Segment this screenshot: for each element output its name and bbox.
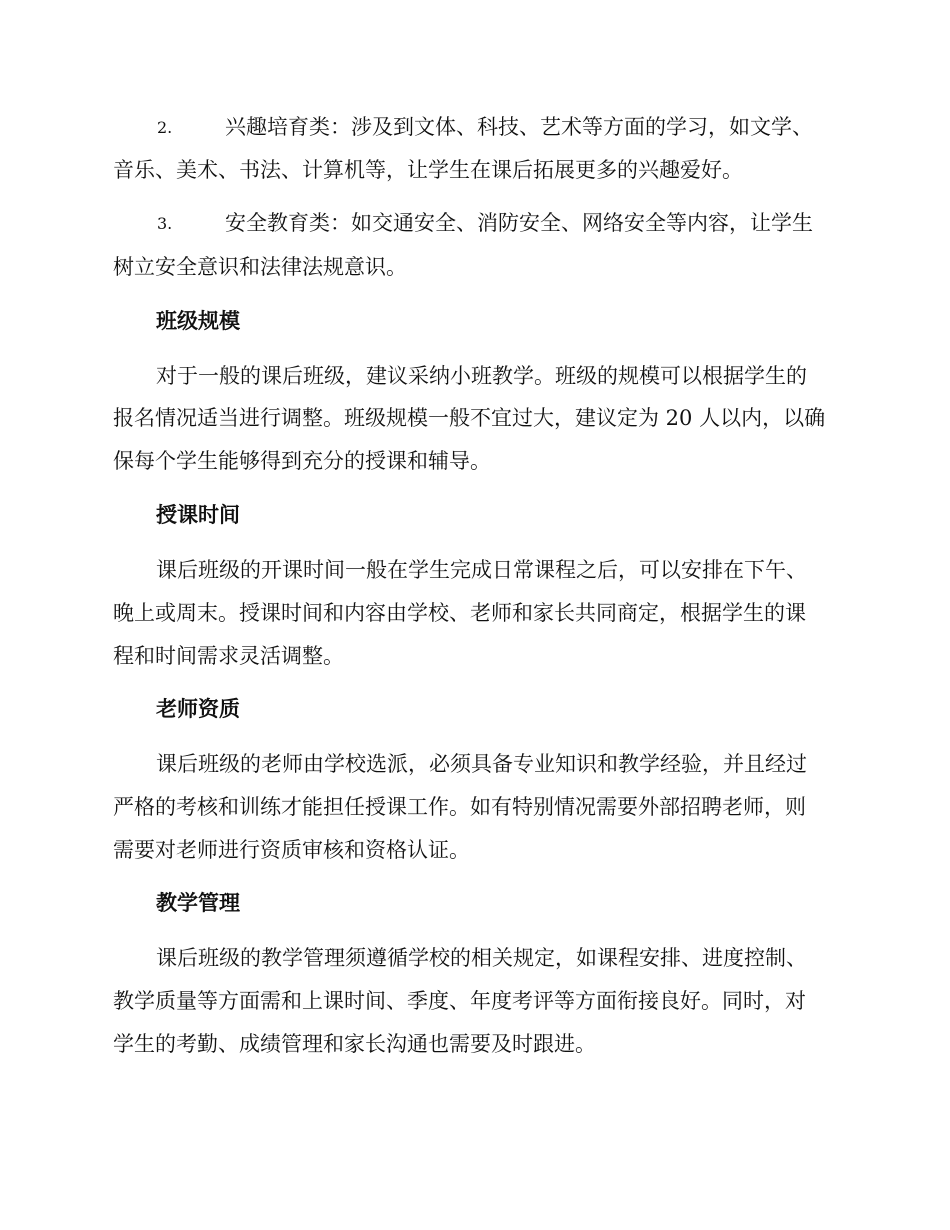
list-item-text: 音乐、美术、书法、计算机等，让学生在课后拓展更多的兴趣爱好。 xyxy=(113,158,743,182)
paragraph-line: 保每个学生能够得到充分的授课和辅导。 xyxy=(113,449,491,473)
list-item-text: 兴趣培育类：涉及到文体、科技、艺术等方面的学习，如文学、 xyxy=(225,115,813,139)
section-heading: 班级规模 xyxy=(156,309,240,333)
section-heading: 教学管理 xyxy=(156,891,240,915)
paragraph-line: 对于一般的课后班级，建议采纳小班教学。班级的规模可以根据学生的 xyxy=(156,364,807,388)
section-heading: 老师资质 xyxy=(156,697,240,721)
paragraph-line: 报名情况适当进行调整。班级规模一般不宜过大，建议定为 20 人以内，以确 xyxy=(113,406,826,430)
paragraph-line: 严格的考核和训练才能担任授课工作。如有特别情况需要外部招聘老师，则 xyxy=(113,795,806,819)
list-item-text: 安全教育类：如交通安全、消防安全、网络安全等内容，让学生 xyxy=(225,211,813,235)
paragraph-line: 晚上或周末。授课时间和内容由学校、老师和家长共同商定，根据学生的课 xyxy=(113,601,806,625)
paragraph-line: 学生的考勤、成绩管理和家长沟通也需要及时跟进。 xyxy=(113,1032,596,1056)
paragraph-line: 程和时间需求灵活调整。 xyxy=(113,644,344,668)
paragraph-line: 课后班级的教学管理须遵循学校的相关规定，如课程安排、进度控制、 xyxy=(156,946,807,970)
list-item-text: 树立安全意识和法律法规意识。 xyxy=(113,255,407,279)
list-number: 3. xyxy=(157,214,173,233)
paragraph-line: 教学质量等方面需和上课时间、季度、年度考评等方面衔接良好。同时，对 xyxy=(113,989,806,1013)
section-heading: 授课时间 xyxy=(156,503,240,527)
paragraph-line: 课后班级的老师由学校选派，必须具备专业知识和教学经验，并且经过 xyxy=(156,752,807,776)
list-number: 2. xyxy=(157,118,173,137)
paragraph-line: 需要对老师进行资质审核和资格认证。 xyxy=(113,838,470,862)
paragraph-line: 课后班级的开课时间一般在学生完成日常课程之后，可以安排在下午、 xyxy=(156,558,807,582)
